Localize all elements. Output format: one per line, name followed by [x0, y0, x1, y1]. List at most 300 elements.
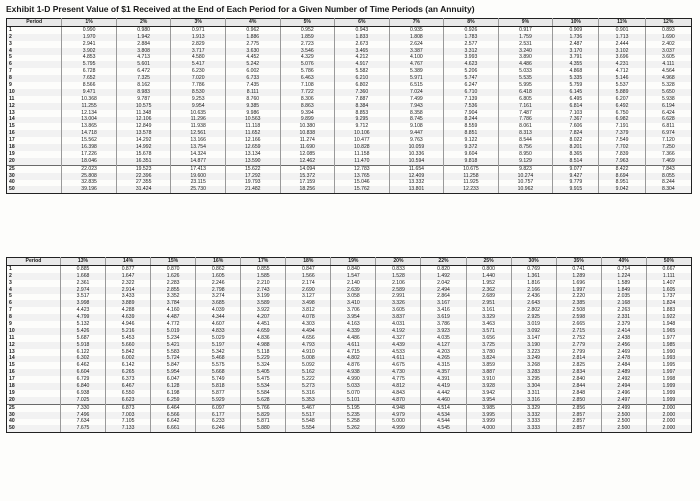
value-cell: 2.802: [511, 307, 556, 314]
table-row: [7, 110, 692, 117]
value-cell: 5.216: [106, 328, 151, 335]
value-cell: 2.844: [556, 383, 601, 390]
value-cell: 8.244: [444, 117, 499, 124]
value-cell: 0.840: [331, 266, 376, 273]
value-cell: 7.786: [171, 82, 226, 89]
value-cell: 10.675: [444, 165, 499, 172]
value-cell: 3.329: [511, 404, 556, 411]
value-cell: 6.463: [280, 75, 335, 82]
period-cell: 14: [7, 356, 61, 363]
value-cell: 5.146: [599, 75, 645, 82]
value-cell: 2.799: [556, 349, 601, 356]
value-cell: 5.687: [60, 335, 105, 342]
value-cell: 10.106: [335, 130, 390, 137]
value-cell: 15.678: [116, 151, 171, 158]
value-cell: 11.258: [444, 173, 499, 180]
value-cell: 2.436: [511, 294, 556, 301]
value-cell: 3.167: [421, 300, 466, 307]
value-cell: 3.902: [62, 48, 117, 55]
value-cell: 7.133: [106, 425, 151, 432]
value-cell: 8.853: [335, 110, 390, 117]
rate-column-header: 14%: [106, 258, 151, 266]
value-cell: 2.857: [556, 412, 601, 419]
value-cell: 1.977: [646, 335, 691, 342]
value-cell: 4.853: [62, 55, 117, 62]
value-cell: 12.409: [389, 173, 444, 180]
value-cell: 2.494: [421, 287, 466, 294]
value-cell: 4.035: [421, 335, 466, 342]
value-cell: 7.702: [599, 144, 645, 151]
rate-column-header: 2%: [116, 19, 171, 27]
value-cell: 2.469: [601, 349, 646, 356]
value-cell: 5.534: [241, 383, 286, 390]
value-cell: 5.818: [196, 383, 241, 390]
value-cell: 1.883: [646, 307, 691, 314]
value-cell: 4.039: [196, 307, 241, 314]
value-cell: 7.496: [60, 412, 105, 419]
table-row: [7, 335, 692, 342]
value-cell: 2.487: [553, 41, 599, 48]
value-cell: 10.828: [335, 144, 390, 151]
value-cell: 4.100: [389, 55, 444, 62]
value-cell: 1.492: [421, 273, 466, 280]
value-cell: 2.484: [601, 362, 646, 369]
value-cell: 4.329: [280, 55, 335, 62]
value-cell: 1.605: [646, 287, 691, 294]
value-cell: 3.416: [421, 307, 466, 314]
table-row: [7, 404, 692, 411]
value-cell: 9.253: [171, 96, 226, 103]
value-cell: 6.122: [60, 349, 105, 356]
period-column-header: Period: [7, 258, 61, 266]
value-cell: 5.628: [241, 397, 286, 404]
period-cell: 50: [7, 186, 62, 193]
value-cell: 5.880: [241, 425, 286, 432]
value-cell: 0.980: [116, 27, 171, 34]
value-cell: 0.885: [60, 266, 105, 273]
value-cell: 9.122: [444, 137, 499, 144]
value-cell: 10.962: [498, 186, 553, 193]
value-cell: 0.971: [171, 27, 226, 34]
period-cell: 8: [7, 314, 61, 321]
value-cell: 5.132: [60, 321, 105, 328]
value-cell: 6.729: [60, 376, 105, 383]
value-cell: 0.800: [466, 266, 511, 273]
value-cell: 7.191: [599, 123, 645, 130]
period-cell: 4: [7, 48, 62, 55]
value-cell: 2.840: [556, 376, 601, 383]
table-row: [7, 165, 692, 172]
value-cell: 5.929: [196, 397, 241, 404]
value-cell: 7.904: [444, 110, 499, 117]
value-cell: 8.022: [553, 137, 599, 144]
value-cell: 6.210: [335, 75, 390, 82]
value-cell: 15.762: [335, 186, 390, 193]
value-cell: 5.847: [151, 362, 196, 369]
value-cell: 4.419: [421, 383, 466, 390]
value-cell: 25.808: [62, 173, 117, 180]
value-cell: 2.496: [601, 390, 646, 397]
value-cell: 7.469: [645, 158, 691, 165]
period-cell: 16: [7, 130, 62, 137]
value-cell: 7.250: [645, 144, 691, 151]
value-cell: 2.834: [556, 369, 601, 376]
table-row: [7, 89, 692, 96]
value-cell: 5.197: [196, 342, 241, 349]
value-cell: 10.594: [389, 158, 444, 165]
value-cell: 3.706: [331, 307, 376, 314]
value-cell: 6.604: [60, 369, 105, 376]
value-cell: 10.368: [62, 96, 117, 103]
table-row: [7, 61, 692, 68]
table-row: [7, 180, 692, 187]
value-cell: 0.741: [556, 266, 601, 273]
value-cell: 1.647: [106, 273, 151, 280]
value-cell: 4.623: [444, 61, 499, 68]
value-cell: 3.304: [511, 383, 556, 390]
value-cell: 7.487: [498, 110, 553, 117]
value-cell: 6.472: [116, 68, 171, 75]
value-cell: 8.745: [389, 117, 444, 124]
rate-column-header: 9%: [498, 19, 553, 27]
value-cell: 1.361: [511, 273, 556, 280]
value-cell: 2.715: [556, 328, 601, 335]
value-cell: 3.332: [511, 412, 556, 419]
value-cell: 3.147: [511, 335, 556, 342]
period-cell: 6: [7, 300, 61, 307]
value-cell: 2.857: [556, 419, 601, 426]
value-cell: 0.909: [553, 27, 599, 34]
value-cell: 4.876: [331, 362, 376, 369]
value-cell: 5.273: [286, 383, 331, 390]
value-cell: 2.689: [466, 294, 511, 301]
value-cell: 14.094: [280, 165, 335, 172]
value-cell: 5.033: [498, 68, 553, 75]
rate-column-header: 10%: [553, 19, 599, 27]
value-cell: 4.212: [335, 55, 390, 62]
value-cell: 1.736: [553, 34, 599, 41]
value-cell: 2.361: [60, 280, 105, 287]
value-cell: 2.174: [286, 280, 331, 287]
value-cell: 5.475: [241, 376, 286, 383]
value-cell: 5.660: [106, 342, 151, 349]
period-cell: 2: [7, 34, 62, 41]
value-cell: 4.799: [60, 314, 105, 321]
value-cell: 0.935: [389, 27, 444, 34]
rate-column-header: 17%: [241, 258, 286, 266]
value-cell: 4.487: [151, 314, 196, 321]
value-cell: 4.868: [553, 68, 599, 75]
value-cell: 5.548: [286, 419, 331, 426]
value-cell: 7.839: [599, 151, 645, 158]
value-cell: 0.917: [498, 27, 553, 34]
rate-column-header: 35%: [556, 258, 601, 266]
value-cell: 3.954: [466, 397, 511, 404]
value-cell: 4.534: [421, 412, 466, 419]
value-cell: 3.295: [511, 376, 556, 383]
value-cell: 4.999: [376, 425, 421, 432]
value-cell: 4.163: [331, 321, 376, 328]
value-cell: 1.985: [646, 342, 691, 349]
period-cell: 9: [7, 321, 61, 328]
value-cell: 5.335: [553, 75, 599, 82]
value-cell: 14.292: [116, 137, 171, 144]
value-cell: 4.802: [331, 356, 376, 363]
value-cell: 4.486: [498, 61, 553, 68]
value-cell: 5.601: [116, 61, 171, 68]
value-cell: 1.696: [556, 280, 601, 287]
value-cell: 12.659: [225, 144, 280, 151]
table-row: [7, 137, 692, 144]
value-cell: 1.528: [376, 273, 421, 280]
value-cell: 8.422: [599, 165, 645, 172]
value-cell: 10.575: [116, 103, 171, 110]
value-cell: 13.590: [225, 158, 280, 165]
value-cell: 6.495: [553, 96, 599, 103]
table-row: [7, 27, 692, 34]
value-cell: 5.517: [286, 412, 331, 419]
value-cell: 8.851: [444, 130, 499, 137]
value-cell: 2.402: [645, 41, 691, 48]
value-cell: 8.313: [498, 130, 553, 137]
value-cell: 2.166: [511, 287, 556, 294]
value-cell: 7.824: [553, 130, 599, 137]
rate-column-header: 11%: [599, 19, 645, 27]
value-cell: 1.886: [225, 34, 280, 41]
value-cell: 18.256: [280, 186, 335, 193]
value-cell: 5.954: [151, 369, 196, 376]
value-cell: 3.999: [466, 419, 511, 426]
value-cell: 1.833: [335, 34, 390, 41]
value-cell: 7.379: [599, 130, 645, 137]
value-cell: 5.000: [376, 419, 421, 426]
value-cell: 2.798: [196, 287, 241, 294]
value-cell: 7.360: [335, 89, 390, 96]
value-cell: 2.974: [60, 287, 105, 294]
value-cell: 3.037: [645, 48, 691, 55]
value-cell: 9.779: [553, 180, 599, 187]
value-cell: 6.230: [171, 68, 226, 75]
value-cell: 5.877: [196, 390, 241, 397]
rate-column-header: 20%: [376, 258, 421, 266]
value-cell: 6.814: [553, 103, 599, 110]
value-cell: 3.329: [466, 314, 511, 321]
table-row: [7, 342, 692, 349]
rate-column-header: 25%: [466, 258, 511, 266]
value-cell: 5.584: [241, 390, 286, 397]
value-cell: 3.333: [511, 419, 556, 426]
value-cell: 6.302: [60, 356, 105, 363]
value-cell: 1.585: [241, 273, 286, 280]
value-cell: 2.624: [389, 41, 444, 48]
value-cell: 3.786: [421, 321, 466, 328]
value-cell: 11.296: [171, 117, 226, 124]
value-cell: 3.995: [466, 412, 511, 419]
value-cell: 3.465: [335, 48, 390, 55]
value-cell: 4.486: [331, 335, 376, 342]
value-cell: 4.775: [376, 376, 421, 383]
value-cell: 4.580: [171, 55, 226, 62]
value-cell: 1.407: [646, 280, 691, 287]
table-row: [7, 425, 692, 432]
value-cell: 3.954: [331, 314, 376, 321]
table-row: [7, 397, 692, 404]
value-cell: 6.661: [151, 425, 196, 432]
value-cell: 2.848: [556, 390, 601, 397]
value-cell: 2.941: [62, 41, 117, 48]
value-cell: 3.546: [280, 48, 335, 55]
value-cell: 9.042: [599, 186, 645, 193]
value-cell: 13.166: [171, 137, 226, 144]
value-cell: 3.605: [376, 307, 421, 314]
value-cell: 6.097: [196, 404, 241, 411]
value-cell: 9.787: [116, 96, 171, 103]
value-cell: 4.607: [196, 321, 241, 328]
rate-column-header: 40%: [601, 258, 646, 266]
value-cell: 9.471: [62, 89, 117, 96]
value-cell: 10.336: [389, 151, 444, 158]
value-cell: 2.500: [601, 425, 646, 432]
value-cell: 3.922: [241, 307, 286, 314]
value-cell: 0.862: [196, 266, 241, 273]
value-cell: 6.811: [645, 123, 691, 130]
period-cell: 2: [7, 273, 61, 280]
value-cell: 1.859: [280, 34, 335, 41]
value-cell: 2.492: [601, 376, 646, 383]
value-cell: 4.265: [421, 356, 466, 363]
value-cell: 6.145: [553, 89, 599, 96]
value-cell: 12.783: [335, 165, 390, 172]
value-cell: 5.353: [286, 397, 331, 404]
value-cell: 6.233: [196, 419, 241, 426]
value-cell: 2.140: [331, 280, 376, 287]
value-cell: 5.417: [171, 61, 226, 68]
value-cell: 3.161: [466, 307, 511, 314]
value-cell: 2.106: [376, 280, 421, 287]
value-cell: 13.004: [62, 117, 117, 124]
value-cell: 3.630: [225, 48, 280, 55]
value-cell: 0.962: [225, 27, 280, 34]
value-cell: 2.850: [556, 397, 601, 404]
value-cell: 1.440: [466, 273, 511, 280]
value-cell: 2.000: [646, 425, 691, 432]
value-cell: 2.220: [556, 294, 601, 301]
value-cell: 1.783: [444, 34, 499, 41]
value-cell: 4.391: [421, 376, 466, 383]
value-cell: 4.870: [376, 397, 421, 404]
value-cell: 6.418: [498, 89, 553, 96]
value-cell: 9.818: [444, 158, 499, 165]
value-cell: 3.589: [241, 300, 286, 307]
value-cell: 6.550: [106, 390, 151, 397]
value-cell: 0.847: [286, 266, 331, 273]
value-cell: 1.952: [466, 280, 511, 287]
value-cell: 5.871: [241, 419, 286, 426]
value-cell: 21.482: [225, 186, 280, 193]
value-cell: 16.398: [62, 144, 117, 151]
period-cell: 18: [7, 383, 61, 390]
rate-column-header: 4%: [225, 19, 280, 27]
value-cell: 4.713: [116, 55, 171, 62]
value-cell: 5.829: [241, 412, 286, 419]
rate-column-header: 16%: [196, 258, 241, 266]
value-cell: 6.198: [151, 390, 196, 397]
value-cell: 9.385: [225, 103, 280, 110]
table-row: [7, 280, 692, 287]
value-cell: 3.283: [511, 369, 556, 376]
period-cell: 13: [7, 110, 62, 117]
value-cell: 3.410: [331, 300, 376, 307]
value-cell: 0.855: [241, 266, 286, 273]
value-cell: 0.893: [645, 27, 691, 34]
value-cell: 1.626: [151, 273, 196, 280]
value-cell: 0.926: [444, 27, 499, 34]
value-cell: 1.824: [646, 300, 691, 307]
table-row: [7, 328, 692, 335]
value-cell: 11.348: [116, 110, 171, 117]
value-cell: 3.808: [116, 48, 171, 55]
value-cell: 5.668: [196, 369, 241, 376]
value-cell: 1.816: [511, 280, 556, 287]
value-cell: 3.240: [498, 48, 553, 55]
value-cell: 5.019: [151, 328, 196, 335]
table-row: [7, 158, 692, 165]
value-cell: 6.047: [151, 376, 196, 383]
value-cell: 5.759: [553, 82, 599, 89]
table-row: [7, 103, 692, 110]
value-cell: 4.639: [106, 314, 151, 321]
value-cell: 4.315: [421, 362, 466, 369]
value-cell: 5.421: [151, 342, 196, 349]
value-cell: 4.111: [645, 61, 691, 68]
value-cell: 11.654: [389, 165, 444, 172]
value-cell: 4.712: [599, 68, 645, 75]
value-cell: 1.224: [601, 273, 646, 280]
value-cell: 39.196: [62, 186, 117, 193]
value-cell: 5.938: [645, 96, 691, 103]
value-cell: 1.759: [498, 34, 553, 41]
period-cell: 18: [7, 144, 62, 151]
value-cell: 1.849: [601, 287, 646, 294]
period-cell: 30: [7, 412, 61, 419]
value-cell: 7.161: [498, 103, 553, 110]
value-cell: 7.887: [335, 96, 390, 103]
value-cell: 2.951: [466, 300, 511, 307]
value-cell: 1.965: [646, 328, 691, 335]
value-cell: 11.925: [444, 180, 499, 187]
table-row: [7, 123, 692, 130]
value-cell: 6.750: [599, 110, 645, 117]
value-cell: 11.274: [280, 137, 335, 144]
value-cell: 1.997: [646, 369, 691, 376]
value-cell: 1.289: [556, 273, 601, 280]
value-cell: 7.634: [60, 419, 105, 426]
value-cell: 2.856: [556, 404, 601, 411]
value-cell: 31.424: [116, 186, 171, 193]
value-cell: 7.549: [599, 137, 645, 144]
period-cell: 40: [7, 180, 62, 187]
value-cell: 4.327: [376, 335, 421, 342]
value-cell: 7.367: [553, 117, 599, 124]
value-cell: 5.258: [331, 419, 376, 426]
value-cell: 3.824: [466, 356, 511, 363]
value-cell: 6.464: [151, 404, 196, 411]
value-cell: 9.986: [225, 110, 280, 117]
value-cell: 5.724: [151, 356, 196, 363]
value-cell: 2.489: [601, 369, 646, 376]
value-cell: 3.889: [106, 300, 151, 307]
value-cell: 3.910: [466, 376, 511, 383]
